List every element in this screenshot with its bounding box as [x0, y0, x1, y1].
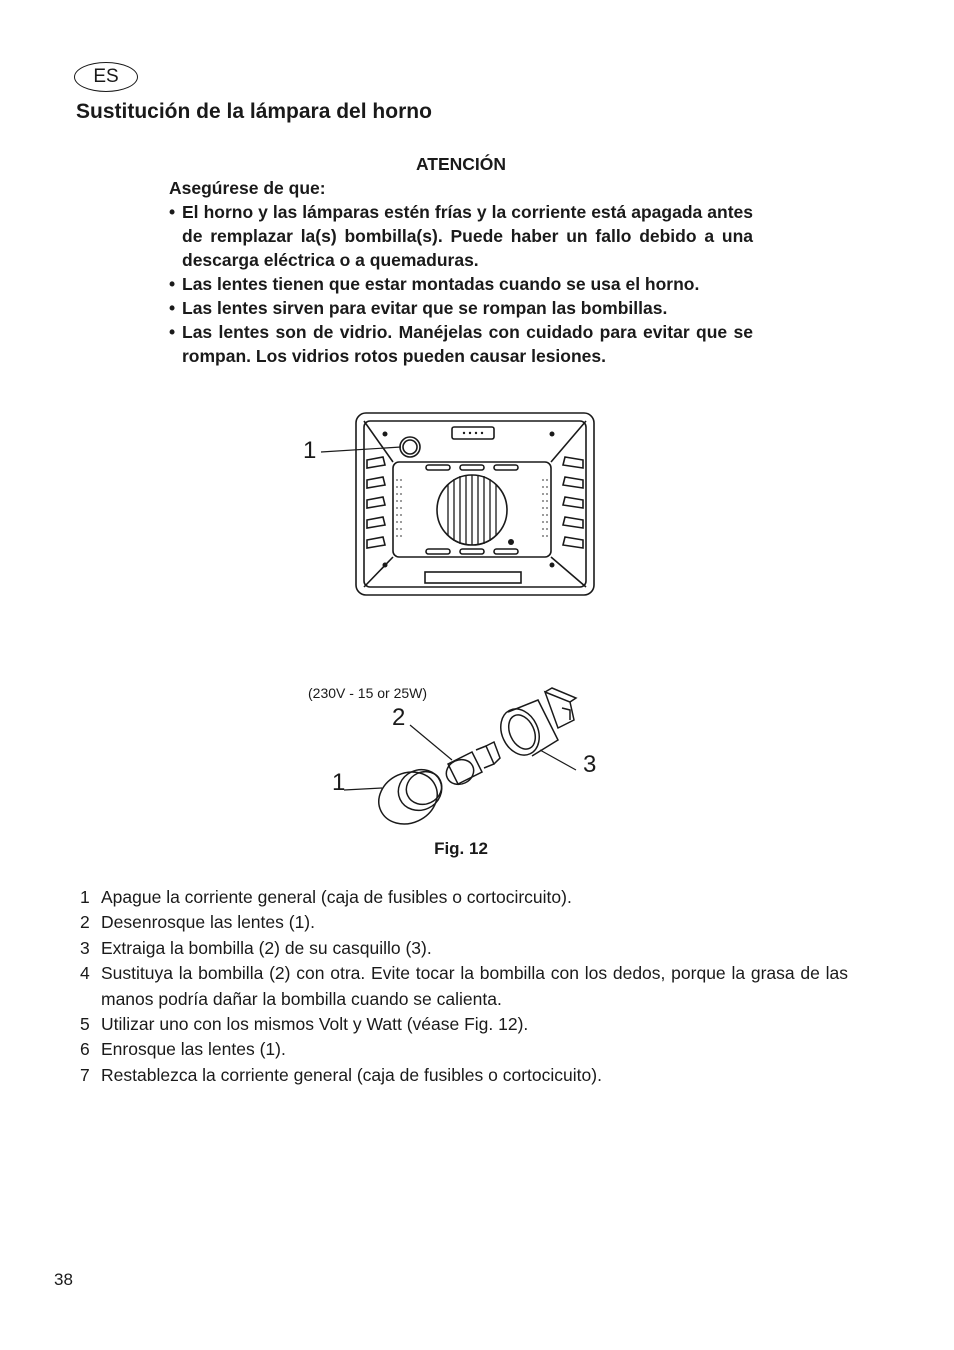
figure-caption-row: [0, 839, 954, 859]
bulb-spec-label: (230V - 15 or 25W): [308, 685, 428, 701]
step-number: 1: [80, 887, 90, 907]
step-number: 4: [80, 963, 90, 984]
step-item: [80, 1037, 848, 1062]
warning-item: • Las lentes son de vidrio. Manéjelas con cuidado para evitar que se rompan. Los vidrios rotos pueden causar lesiones.: [169, 320, 753, 368]
bulb-callout-label: 2: [392, 704, 406, 731]
step-item: [80, 910, 848, 935]
warning-intro: Asegúrese de que:: [169, 178, 326, 198]
step-item: [80, 961, 848, 1012]
oven-callout-label: 1: [303, 437, 317, 464]
warning-item: • El horno y las lámparas estén frías y la corriente está apagada antes de remplazar la(s) bombilla(s). Puede haber un fallo debido a una descarga eléctrica o a quemaduras.: [169, 200, 753, 272]
step-item: [80, 936, 848, 961]
step-number: 3: [80, 937, 90, 958]
step-item: [80, 1063, 848, 1088]
step-number: 7: [80, 1064, 90, 1085]
language-badge: ES: [74, 62, 138, 92]
warning-item: • Las lentes sirven para evitar que se rompan las bombillas.: [169, 296, 753, 320]
warning-box: [169, 152, 753, 368]
step-text: Desenrosque las lentes (1).: [101, 912, 315, 933]
step-text: Restablezca la corriente general (caja de fusibles o cortocicuito).: [101, 1064, 602, 1085]
lens-callout-label: 1: [332, 769, 346, 796]
warning-list: [169, 200, 753, 368]
step-item: [80, 885, 848, 910]
step-text: Apague la corriente general (caja de fusibles o cortocircuito).: [101, 887, 572, 907]
oven-illustration: [295, 405, 605, 605]
step-text: Enrosque las lentes (1).: [101, 1039, 286, 1060]
step-item: [80, 1012, 848, 1037]
step-number: 6: [80, 1039, 90, 1060]
figure-caption: Fig. 12: [434, 839, 488, 858]
warning-heading-row: [169, 152, 753, 176]
step-text: Utilizar uno con los mismos Volt y Watt (véase Fig. 12).: [101, 1014, 529, 1035]
warning-heading: ATENCIÓN: [415, 154, 507, 174]
step-number: 2: [80, 912, 90, 933]
instruction-steps: [80, 885, 848, 1088]
page-number: 38: [54, 1270, 73, 1289]
step-text: Extraiga la bombilla (2) de su casquillo (3).: [101, 937, 432, 958]
warning-item: • Las lentes tienen que estar montadas cuando se usa el horno.: [169, 272, 753, 296]
holder-callout-label: 3: [583, 751, 597, 778]
step-number: 5: [80, 1014, 90, 1035]
lamp-parts-illustration: [300, 680, 610, 840]
section-title: Sustitución de la lámpara del horno: [76, 100, 432, 123]
step-text: Sustituya la bombilla (2) con otra. Evite tocar la bombilla con los dedos, porque la grasa de las manos podría dañar la bombilla cuando se calienta.: [101, 963, 848, 1009]
